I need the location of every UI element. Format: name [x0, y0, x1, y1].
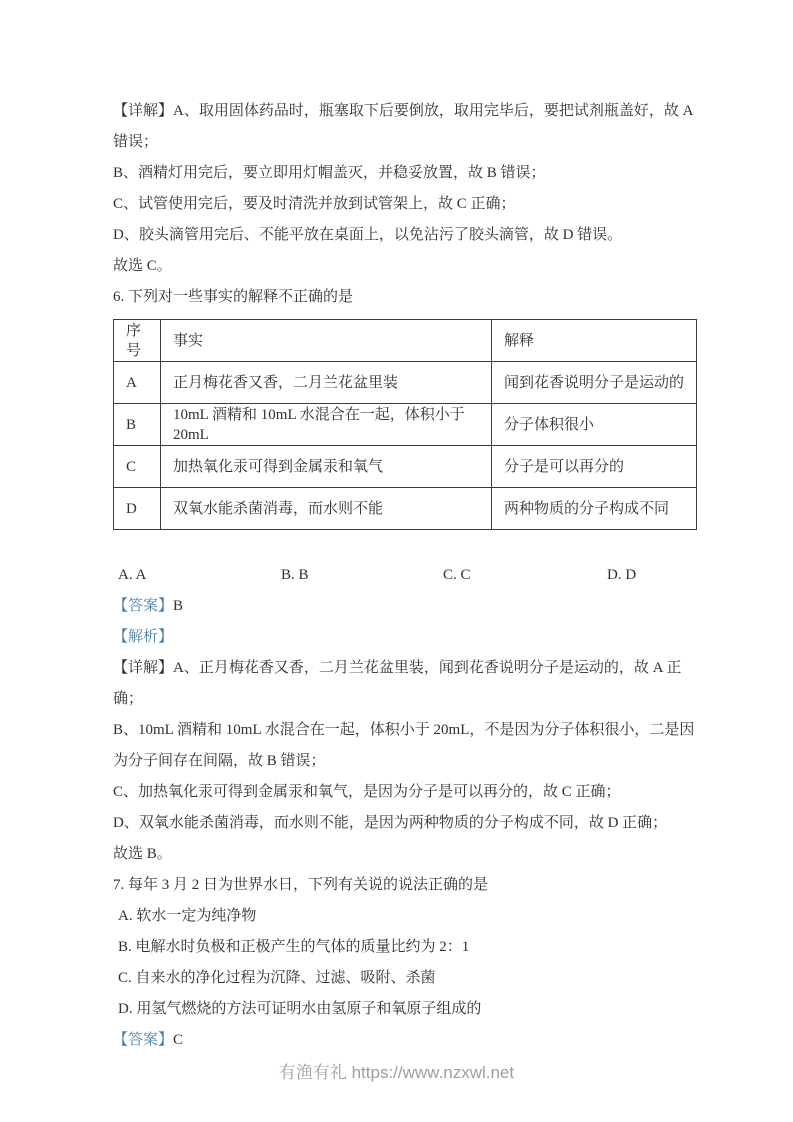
q5-conclusion: 故选 C。 — [113, 258, 172, 274]
q6-fact-table — [113, 319, 697, 530]
table-cell-no: B — [114, 404, 161, 446]
q5-detail-line-c: C、试管使用完后，要及时清洗并放到试管架上，故 C 正确； — [113, 196, 516, 212]
document-content — [113, 96, 697, 1056]
table-cell-fact: 双氧水能杀菌消毒，而水则不能 — [161, 488, 492, 530]
q6-options-row — [113, 560, 697, 591]
table-row — [114, 362, 697, 404]
q6-detail-line-c: C、加热氧化汞可得到金属汞和氧气，是因为分子是可以再分的，故 C 正确； — [113, 784, 621, 800]
q5-detail-line-a — [113, 96, 697, 158]
answer-label: 【答案】 — [113, 598, 174, 614]
q5-detail-text-a: A、取用固体药品时，瓶塞取下后要倒放，取用完毕后，要把试剂瓶盖好，故 A 错误； — [113, 103, 693, 150]
table-cell-explain: 闻到花香说明分子是运动的 — [492, 362, 697, 404]
table-row — [114, 488, 697, 530]
table-cell-fact: 10mL 酒精和 10mL 水混合在一起，体积小于 20mL — [161, 404, 492, 446]
table-cell-fact: 加热氧化汞可得到金属汞和氧气 — [161, 446, 492, 488]
q5-detail-line-b: B、酒精灯用完后，要立即用灯帽盖灭，并稳妥放置，故 B 错误； — [113, 165, 546, 181]
detail-label: 【详解】 — [113, 103, 174, 119]
q7-option-a: A. 软水一定为纯净物 — [118, 908, 257, 924]
table-cell-no: D — [114, 488, 161, 530]
q6-answer-value: B — [173, 598, 184, 614]
q6-conclusion: 故选 B。 — [113, 846, 172, 862]
q7-answer-line — [113, 1025, 697, 1056]
q6-detail-line-b: B、10mL 酒精和 10mL 水混合在一起，体积小于 20mL，不是因为分子体积很小，二是因为分子间存在间隔，故 B 错误； — [113, 722, 695, 769]
table-header-explain: 解释 — [492, 320, 697, 362]
answer-label: 【答案】 — [113, 1032, 174, 1048]
detail-label: 【详解】 — [113, 660, 174, 676]
table-header-no: 序号 — [114, 320, 161, 362]
table-row — [114, 446, 697, 488]
table-header-fact: 事实 — [161, 320, 492, 362]
table-row — [114, 404, 697, 446]
q7-option-d: D. 用氢气燃烧的方法可证明水由氢原子和氧原子组成的 — [118, 1001, 482, 1017]
q6-stem: 6. 下列对一些事实的解释不正确的是 — [113, 289, 354, 305]
table-cell-explain: 两种物质的分子构成不同 — [492, 488, 697, 530]
table-cell-no: C — [114, 446, 161, 488]
q6-answer-line — [113, 591, 697, 622]
q6-detail-line-a — [113, 653, 697, 715]
q6-detail-line-d: D、双氧水能杀菌消毒，而水则不能，是因为两种物质的分子构成不同，故 D 正确； — [113, 815, 668, 831]
q5-detail-line-d: D、胶头滴管用完后、不能平放在桌面上，以免沾污了胶头滴管，故 D 错误。 — [113, 227, 623, 243]
table-cell-explain: 分子是可以再分的 — [492, 446, 697, 488]
analysis-label: 【解析】 — [113, 629, 174, 645]
q7-option-c: C. 自来水的净化过程为沉降、过滤、吸附、杀菌 — [118, 970, 436, 986]
q6-option-a: A. A — [118, 567, 147, 583]
q6-option-c: C. C — [443, 567, 471, 583]
watermark-footer: 有渔有礼 https://www.nzxwl.net — [278, 1063, 515, 1082]
q7-stem: 7. 每年 3 月 2 日为世界水日，下列有关说的说法正确的是 — [113, 877, 489, 893]
q6-detail-text-a: A、正月梅花香又香，二月兰花盆里装，闻到花香说明分子是运动的，故 A 正确； — [113, 660, 682, 707]
q6-option-d: D. D — [607, 567, 637, 583]
table-header-row — [114, 320, 697, 362]
q7-option-b: B. 电解水时负极和正极产生的气体的质量比约为 2：1 — [118, 939, 470, 955]
table-cell-explain: 分子体积很小 — [492, 404, 697, 446]
q6-analysis-line — [113, 622, 697, 653]
q7-answer-value: C — [173, 1032, 184, 1048]
table-cell-no: A — [114, 362, 161, 404]
table-cell-fact: 正月梅花香又香，二月兰花盆里装 — [161, 362, 492, 404]
q6-option-b: B. B — [281, 567, 309, 583]
